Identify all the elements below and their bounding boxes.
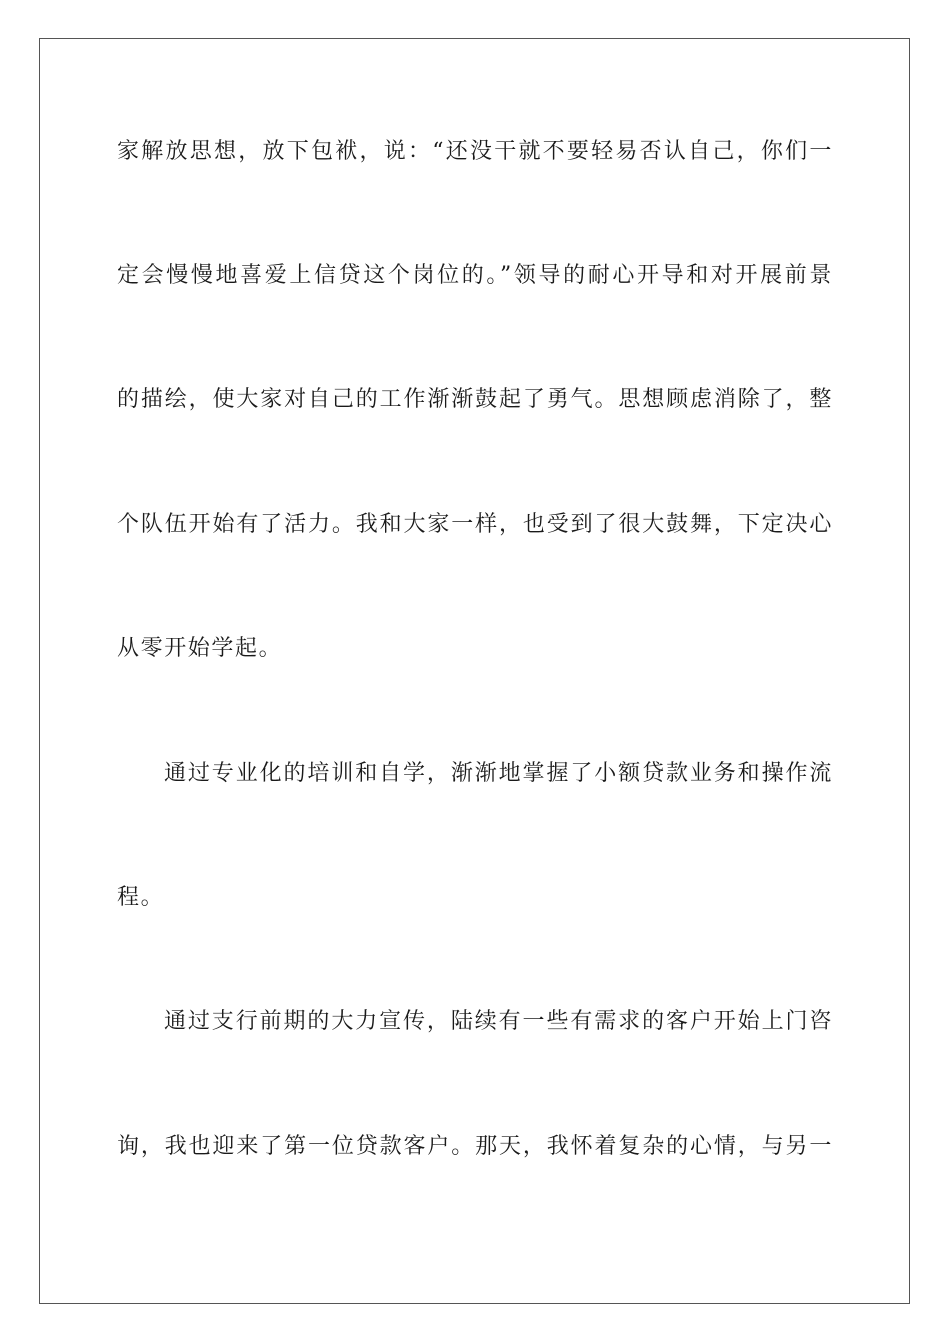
paragraph-line: 的描绘，使大家对自己的工作渐渐鼓起了勇气。思想顾虑消除了，整 xyxy=(117,387,833,412)
paragraph-line: 家解放思想，放下包袱，说：“还没干就不要轻易否认自己，你们一 xyxy=(117,139,833,164)
paragraph-line: 通过支行前期的大力宣传，陆续有一些有需求的客户开始上门咨 xyxy=(164,1009,833,1034)
paragraph-line: 程。 xyxy=(117,885,165,910)
paragraph-line: 个队伍开始有了活力。我和大家一样，也受到了很大鼓舞，下定决心 xyxy=(117,512,833,537)
paragraph-line: 通过专业化的培训和自学，渐渐地掌握了小额贷款业务和操作流 xyxy=(164,761,833,786)
page-border xyxy=(39,38,910,1304)
paragraph-line: 询，我也迎来了第一位贷款客户。那天，我怀着复杂的心情，与另一 xyxy=(117,1134,833,1159)
paragraph-line: 从零开始学起。 xyxy=(117,636,283,661)
paragraph-line: 定会慢慢地喜爱上信贷这个岗位的。”领导的耐心开导和对开展前景 xyxy=(117,263,833,288)
